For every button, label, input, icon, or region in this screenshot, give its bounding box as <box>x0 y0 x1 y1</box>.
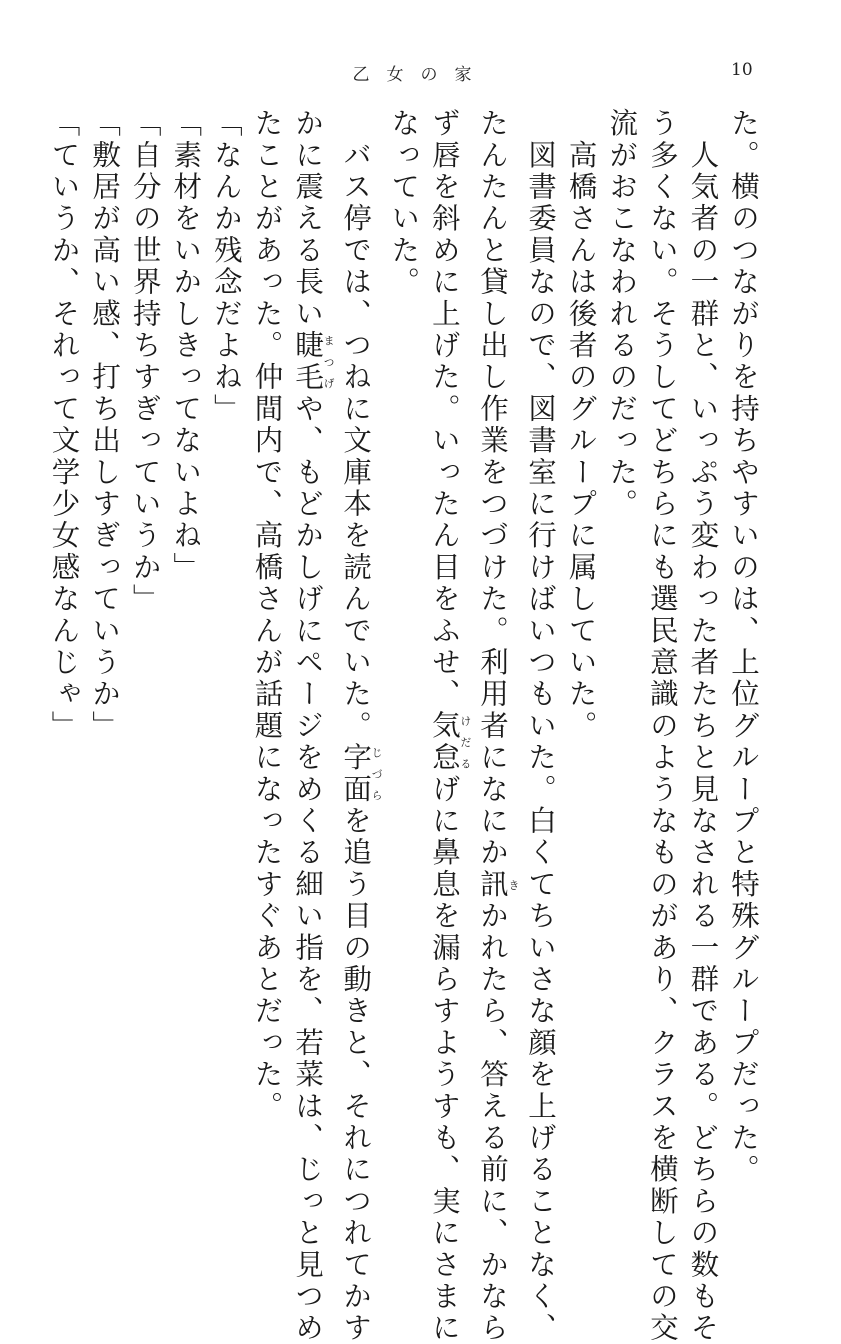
text-run: 高橋さんは後者のグループに属していた。 <box>564 108 598 742</box>
text-run: たことがあった。仲間内で、高橋さんが話題になったすぐあとだった。 <box>250 108 284 1123</box>
text-run: かに震える長い <box>291 108 325 330</box>
text-line <box>423 108 472 1344</box>
vertical-text-body <box>43 108 763 1344</box>
text-line <box>722 108 763 1186</box>
ruby-annotation <box>475 868 520 901</box>
text-run: 図書委員なので、図書室に行けばいつもいた。白くてちいさな顔を上げることなく、 <box>524 108 558 1344</box>
text-run: 「なんか残念だよね」 <box>209 108 243 425</box>
text-run: た。横のつながりを持ちやすいのは、上位グループと特殊グループだった。 <box>727 108 760 1186</box>
text-line <box>383 108 424 1108</box>
text-line <box>682 108 723 1344</box>
ruby-reading: けだる <box>458 710 472 774</box>
ruby-reading: じづら <box>370 742 384 806</box>
text-run: ず唇を斜めに上げた。いったん目をふせ、 <box>427 108 461 711</box>
ruby-base: 睫毛 <box>291 329 325 394</box>
ruby-base: 訊 <box>475 868 509 901</box>
text-run: を追う目の動きと、それにつれてかす <box>339 805 373 1344</box>
ruby-reading: き <box>506 868 520 901</box>
ruby-reading: まつげ <box>322 329 336 394</box>
ruby-base: 気怠 <box>427 710 461 774</box>
ruby-annotation <box>427 710 472 774</box>
text-line <box>165 108 206 1108</box>
text-line <box>519 108 560 1344</box>
text-run: 「ていうか、それって文学少女感なんじゃ」 <box>47 108 81 742</box>
ruby-annotation <box>291 329 336 394</box>
text-run: なっていた。 <box>387 108 421 299</box>
text-line <box>84 108 125 1108</box>
text-run: や、もどかしげにページをめくる細い指を、若菜は、じっと見つめ <box>291 393 325 1344</box>
text-line <box>286 108 336 1344</box>
page-number: 10 <box>731 60 753 80</box>
text-line <box>560 108 601 1108</box>
text-line <box>124 108 165 1108</box>
text-run: かれたら、答える前に、かなら <box>475 900 509 1344</box>
text-run: バス停では、つねに文庫本を読んでいた。 <box>339 108 373 742</box>
ruby-base: 字面 <box>339 742 373 806</box>
text-run: う多くない。そうしてどちらにも選民意識のようなものがあり、クラスを横断しての交 <box>645 108 679 1344</box>
text-line <box>471 108 520 1344</box>
text-line <box>246 108 287 1123</box>
text-run: たんたんと貸し出し作業をつづけた。利用者になにか <box>475 108 509 869</box>
text-run: 「自分の世界持ちすぎっていうか」 <box>128 108 162 616</box>
text-line <box>335 108 384 1344</box>
text-run: 流がおこなわれるのだった。 <box>605 108 639 521</box>
text-line <box>601 108 642 1108</box>
ruby-annotation <box>339 742 384 806</box>
text-run: 「敷居が高い感、打ち出しすぎっていうか」 <box>88 108 122 742</box>
text-run: 人気者の一群と、いっぷう変わった者たちと見なされる一群である。どちらの数もそ <box>686 108 720 1344</box>
text-line <box>205 108 246 1108</box>
running-title: 乙女の家 <box>352 65 489 85</box>
text-run: 「素材をいかしきってないよね」 <box>169 108 203 584</box>
text-line <box>641 108 682 1344</box>
text-line <box>43 108 84 1108</box>
text-run: げに鼻息を漏らすようすも、実にさまに <box>427 773 461 1344</box>
